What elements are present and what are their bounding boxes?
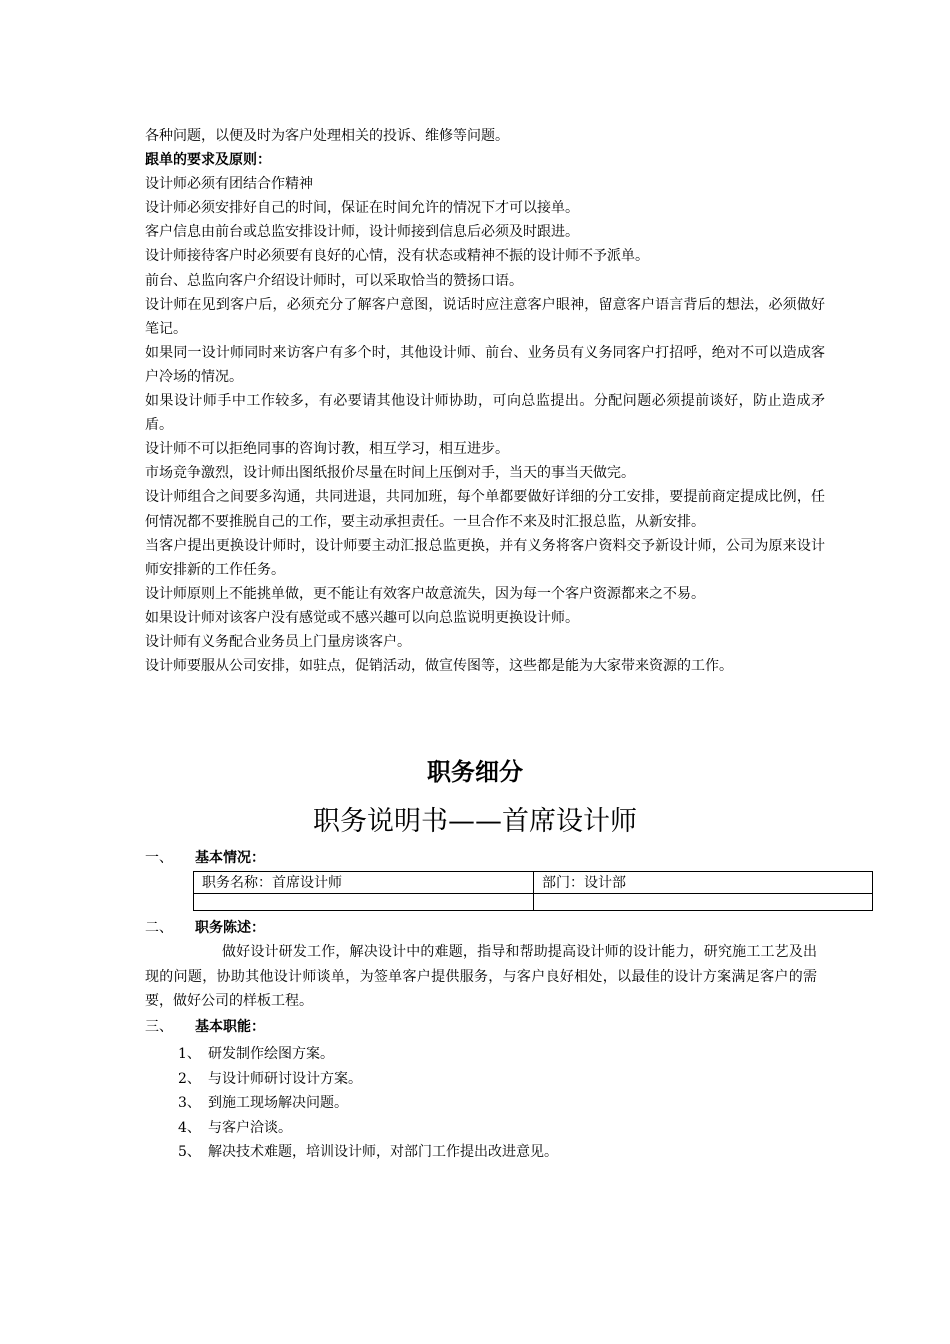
list-text: 解决技术难题，培训设计师，对部门工作提出改进意见。 <box>208 1144 558 1160</box>
list-text: 与设计师研讨设计方案。 <box>208 1070 362 1087</box>
paragraph: 设计师必须安排好自己的时间，保证在时间允许的情况下才可以接单。 <box>145 200 579 217</box>
section-title: 基本职能： <box>195 1019 265 1035</box>
section-number: 一、 <box>145 850 173 866</box>
list-item <box>178 1116 558 1141</box>
list-number: 4、 <box>178 1119 201 1136</box>
list-item <box>178 1140 558 1165</box>
list-item <box>178 1042 558 1067</box>
section-number: 三、 <box>145 1019 173 1035</box>
paragraph: 设计师要服从公司安排，如驻点，促销活动，做宣传图等，这些都是能为大家带来资源的工作。 <box>145 658 733 675</box>
paragraph: 设计师必须有团结合作精神 <box>145 176 313 193</box>
paragraph: 设计师原则上不能挑单做，更不能让有效客户故意流失，因为每一个客户资源都来之不易。 <box>145 585 705 602</box>
page-subheading: 职务说明书——首席设计师 <box>313 806 637 837</box>
section-number: 二、 <box>145 920 173 936</box>
section-title: 基本情况： <box>195 850 265 866</box>
section-functions <box>145 1017 265 1037</box>
position-name-cell: 职务名称：首席设计师 <box>194 872 534 894</box>
paragraph: 设计师接待客户时必须要有良好的心情，没有状态或精神不振的设计师不予派单。 <box>145 248 649 265</box>
paragraph: 市场竞争激烈，设计师出图纸报价尽量在时间上压倒对手，当天的事当天做完。 <box>145 465 635 482</box>
body-text <box>145 124 825 678</box>
section-title: 职务陈述： <box>195 920 265 936</box>
duties-list <box>178 1042 558 1165</box>
department-cell: 部门：设计部 <box>534 872 873 894</box>
paragraph: 设计师不可以拒绝同事的咨询讨教，相互学习，相互进步。 <box>145 441 509 458</box>
paragraph: 设计师在见到客户后，必须充分了解客户意图，说话时应注意客户眼神，留意客户语言背后的想法，必须做好笔记。 <box>145 296 825 337</box>
list-number: 5、 <box>178 1144 201 1160</box>
paragraph: 各种问题，以便及时为客户处理相关的投诉、维修等问题。 <box>145 128 509 144</box>
paragraph: 设计师组合之间要多沟通，共同进退，共同加班，每个单都要做好详细的分工安排，要提前商定提成比例，任何情况都不要推脱自己的工作，要主动承担责任。一旦合作不来及时汇报总监，从新安排。 <box>145 489 825 530</box>
empty-cell <box>194 894 534 911</box>
paragraph: 客户信息由前台或总监安排设计师，设计师接到信息后必须及时跟进。 <box>145 224 579 241</box>
paragraph: 如果同一设计师同时来访客户有多个时，其他设计师、前台、业务员有义务同客户打招呼，绝对不可以造成客户冷场的情况。 <box>145 344 825 385</box>
list-number: 3、 <box>178 1095 201 1111</box>
statement-paragraph: 做好设计研发工作，解决设计中的难题，指导和帮助提高设计师的设计能力，研究施工工艺及出现的问题，协助其他设计师谈单，为签单客户提供服务，与客户良好相处，以最佳的设计方案满足客户的需要，做好公司的样板工程。 <box>145 944 817 1009</box>
list-number: 1、 <box>178 1046 201 1062</box>
list-item <box>178 1091 558 1116</box>
section-basic-info <box>145 848 265 868</box>
list-text: 到施工现场解决问题。 <box>208 1095 348 1111</box>
list-text: 与客户洽谈。 <box>208 1119 292 1136</box>
list-number: 2、 <box>178 1070 201 1087</box>
position-info-table <box>193 871 873 911</box>
list-text: 研发制作绘图方案。 <box>208 1046 334 1062</box>
list-item <box>178 1067 558 1092</box>
paragraph: 如果设计师对该客户没有感觉或不感兴趣可以向总监说明更换设计师。 <box>145 609 579 626</box>
paragraph: 如果设计师手中工作较多，有必要请其他设计师协助，可向总监提出。分配问题必须提前谈好，防止造成矛盾。 <box>145 393 825 434</box>
subsection-title: 跟单的要求及原则： <box>145 152 271 169</box>
paragraph: 前台、总监向客户介绍设计师时，可以采取恰当的赞扬口语。 <box>145 272 523 289</box>
paragraph: 当客户提出更换设计师时，设计师要主动汇报总监更换，并有义务将客户资料交予新设计师，公司为原来设计师安排新的工作任务。 <box>145 537 825 578</box>
empty-cell <box>534 894 873 911</box>
paragraph: 设计师有义务配合业务员上门量房谈客户。 <box>145 633 411 650</box>
page-heading: 职务细分 <box>427 758 523 786</box>
section-statement <box>145 918 265 938</box>
